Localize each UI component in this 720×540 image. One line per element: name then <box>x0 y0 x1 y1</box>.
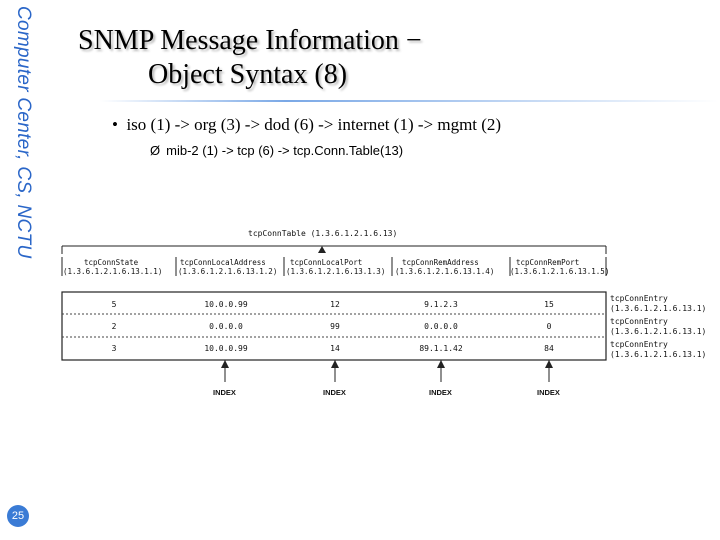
table-cell: 3 <box>111 344 117 353</box>
index-label: INDEX <box>429 388 452 397</box>
table-cell: 5 <box>111 300 117 309</box>
col-header-name: tcpConnLocalPort <box>290 258 363 267</box>
col-header-oid: (1.3.6.1.2.1.6.13.1.1) <box>63 267 163 276</box>
row-entry-oid: (1.3.6.1.2.1.6.13.1) <box>610 304 707 313</box>
slide-title-line2: Object Syntax (8) <box>148 58 348 90</box>
col-header-name: tcpConnRemPort <box>516 258 580 267</box>
row-entry-label <box>610 294 706 314</box>
table-cell: 0.0.0.0 <box>209 322 243 331</box>
index-label: INDEX <box>213 388 236 397</box>
col-header-name: tcpConnState <box>84 258 139 267</box>
bullet-text: iso (1) -> org (3) -> dod (6) -> internet (1) -> mgmt (2) <box>126 115 502 134</box>
page-number-badge: 25 <box>7 505 29 527</box>
index-label: INDEX <box>323 388 346 397</box>
row-entry-name: tcpConnEntry <box>610 294 668 303</box>
col-header-oid: (1.3.6.1.2.1.6.13.1.5) <box>510 267 610 276</box>
row-entry-oid: (1.3.6.1.2.1.6.13.1) <box>610 327 707 336</box>
table-cell: 9.1.2.3 <box>424 300 458 309</box>
index-arrow-icon <box>221 360 229 368</box>
sidebar <box>0 0 50 540</box>
row-entry-label <box>610 340 706 360</box>
table-cell: 10.0.0.99 <box>204 300 248 309</box>
row-entry-name: tcpConnEntry <box>610 317 668 326</box>
index-arrow-icon <box>545 360 553 368</box>
bullet-marker: • <box>112 115 118 134</box>
row-entry-label <box>610 317 706 337</box>
table-cell: 15 <box>544 300 554 309</box>
table-bracket-arrow-icon <box>318 246 326 253</box>
slide-title <box>78 24 422 91</box>
table-cell: 10.0.0.99 <box>204 344 248 353</box>
col-header-oid: (1.3.6.1.2.1.6.13.1.2) <box>178 267 278 276</box>
table-cell: 0 <box>546 322 552 331</box>
table-label: tcpConnTable (1.3.6.1.2.1.6.13) <box>248 229 398 238</box>
index-label: INDEX <box>537 388 560 397</box>
sub-bullet-text: mib-2 (1) -> tcp (6) -> tcp.Conn.Table(13) <box>166 143 404 158</box>
sub-bullet-arrow-icon: Ø <box>150 143 161 158</box>
table-cell: 2 <box>111 322 117 331</box>
table-cell: 99 <box>330 322 340 331</box>
col-header-oid: (1.3.6.1.2.1.6.13.1.3) <box>286 267 386 276</box>
col-header-oid: (1.3.6.1.2.1.6.13.1.4) <box>395 267 495 276</box>
bullet-item <box>112 115 501 135</box>
table-cell: 84 <box>544 344 554 353</box>
index-arrow-icon <box>437 360 445 368</box>
index-arrow-icon <box>331 360 339 368</box>
table-cell: 0.0.0.0 <box>424 322 458 331</box>
table-cell: 12 <box>330 300 340 309</box>
col-header-name: tcpConnRemAddress <box>402 258 479 267</box>
tcp-conn-table-figure <box>58 220 720 410</box>
table-cell: 14 <box>330 344 340 353</box>
title-divider <box>100 100 718 102</box>
slide-title-line1: SNMP Message Information − <box>78 25 422 56</box>
sidebar-title: Computer Center, CS, NCTU <box>13 6 34 259</box>
sub-bullet-item <box>150 143 403 158</box>
table-cell: 89.1.1.42 <box>419 344 463 353</box>
row-entry-oid: (1.3.6.1.2.1.6.13.1) <box>610 350 707 359</box>
table-lines <box>58 220 720 410</box>
col-header-name: tcpConnLocalAddress <box>180 258 266 267</box>
row-entry-name: tcpConnEntry <box>610 340 668 349</box>
